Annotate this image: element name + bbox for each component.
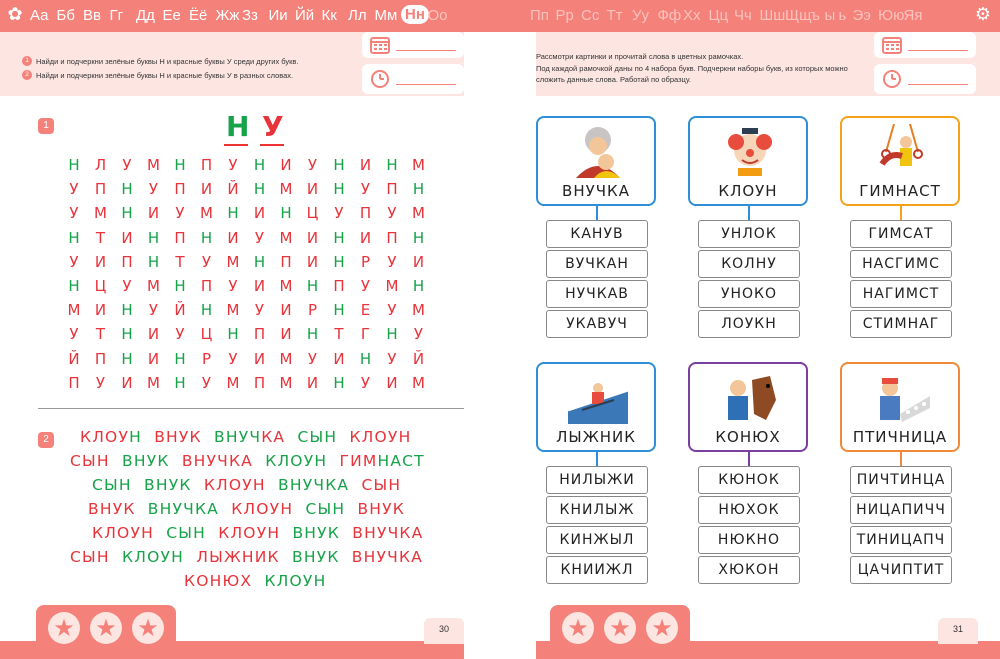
grid-letter[interactable]: Н [121,301,133,320]
word-line [70,548,423,566]
grid-letter[interactable]: И [200,180,213,199]
grid-letter[interactable]: М [279,373,293,392]
big-letter-underline [260,144,284,146]
word-segment[interactable]: ВНУЧКА [340,524,424,542]
grid-letter[interactable]: Н [306,277,319,295]
grid-letter[interactable]: П [386,228,398,247]
grid-letter[interactable]: У [69,204,79,223]
grid-letter[interactable]: У [387,349,397,368]
grid-letter[interactable]: И [280,325,292,344]
grid-letter[interactable]: Р [360,252,371,271]
grid-letter[interactable]: Й [68,349,80,368]
picture-card [536,116,656,206]
grid-letter[interactable]: У [148,180,159,199]
grid-letter[interactable]: И [333,349,345,368]
grid-letter[interactable]: Н [227,325,239,344]
grid-letter[interactable]: Н [121,180,133,199]
grid-letter[interactable]: Н [121,349,133,368]
time-box[interactable] [874,64,976,94]
grid-letter[interactable]: Ц [94,277,107,295]
grid-letter[interactable]: М [385,277,399,295]
star-icon[interactable]: ★ [604,612,636,644]
grid-letter[interactable]: У [69,252,79,271]
grid-letter[interactable]: Ц [200,325,213,344]
word-line [92,524,423,542]
poultry-worker-icon [872,370,932,424]
alphabet-letter[interactable]: Пп [530,7,549,24]
alphabet-letter[interactable]: Хх [683,7,701,24]
letter-set-option[interactable]: НАСГИМС [850,250,952,278]
alphabet-letter[interactable]: Ии [268,7,288,24]
grid-letter[interactable]: И [147,325,160,344]
grid-letter[interactable]: П [253,325,266,344]
page-number: 31 [938,618,978,644]
alphabet-letter[interactable]: Ёё [189,7,208,24]
word-segment[interactable]: СЫН [349,476,402,494]
alphabet-letter[interactable]: ъ [810,7,820,24]
grid-letter[interactable]: Т [95,228,106,247]
grid-letter[interactable]: Т [334,325,344,344]
alphabet-letter[interactable]: Фф [657,7,682,24]
grid-letter[interactable]: М [412,156,425,174]
alphabet-letter[interactable]: Цц [708,7,729,24]
picture-card [688,116,808,206]
word-segment[interactable]: ВНУК [88,500,136,518]
grid-letter[interactable]: М [412,301,425,320]
word-line [80,428,411,446]
alphabet-letter[interactable]: Лл [348,7,367,24]
letter-set-option[interactable]: НИЦАПИЧЧ [850,496,952,524]
star-icon[interactable]: ★ [646,612,678,644]
letter-set-option[interactable]: НИЛЫЖИ [546,466,648,494]
card-word: ВНУЧКА [562,182,630,200]
gear-icon[interactable]: ✿ [7,4,23,25]
letter-set-option[interactable]: КАНУВ [546,220,648,248]
grid-letter[interactable]: П [386,180,398,199]
alphabet-letter[interactable]: Оо [427,7,448,24]
grid-letter[interactable]: Ц [306,204,319,223]
word-segment[interactable]: КЛОУН [109,548,184,566]
alphabet-bar [0,0,1000,32]
instruction-band-right [536,32,1000,96]
letter-set-option[interactable]: КНИЛЫЖ [546,496,648,524]
instruction-text: Под каждой рамочкой даны по 4 набора букв. Подчеркни наборы букв, из которых можно [536,64,848,73]
word-segment[interactable]: КОНЮХ [184,572,253,590]
grid-letter[interactable]: П [68,373,80,392]
alphabet-letter[interactable]: Аа [30,7,49,24]
page-number: 30 [424,618,464,644]
date-box[interactable] [362,32,464,58]
grid-letter[interactable]: П [333,277,345,295]
grid-letter[interactable]: И [306,373,319,392]
grid-letter[interactable]: Н [333,301,345,320]
grid-letter[interactable]: Н [68,228,80,247]
letter-set-option[interactable]: КНИИЖЛ [546,556,648,584]
grid-letter[interactable]: П [359,204,372,223]
card-word: КЛОУН [718,182,778,200]
big-letter-underline [224,144,248,146]
alphabet-letter[interactable]: Шш [759,7,786,24]
word-segment[interactable]: СЫН [92,476,132,494]
grid-letter[interactable]: М [279,349,293,368]
word-segment[interactable]: СЫН [153,524,206,542]
word-segment[interactable]: ВНУК [141,428,202,446]
grid-letter[interactable]: М [279,277,293,295]
grid-letter[interactable]: И [412,252,425,271]
clown-icon [720,124,780,178]
instruction-number: 1 [22,56,32,66]
grid-letter[interactable]: М [94,204,107,223]
calendar-icon [882,36,902,54]
letter-set-option[interactable]: НЮХОК [698,496,800,524]
word-segment[interactable]: НАСТ [377,452,425,470]
grid-letter[interactable]: П [174,228,186,247]
grid-letter[interactable]: Н [306,325,319,344]
word-line [88,500,405,518]
word-segment[interactable]: ВНУЧКА [169,452,253,470]
groom-horse-icon [720,370,780,424]
grid-letter[interactable]: Й [174,301,186,320]
letter-set-option[interactable]: КОЛНУ [698,250,800,278]
alphabet-letter[interactable]: ы [824,7,836,24]
grid-letter[interactable]: Р [307,301,318,320]
grid-letter[interactable]: Н [174,277,186,295]
picture-card [840,116,960,206]
alphabet-letter[interactable]: Бб [56,7,75,24]
clock-icon [882,69,902,89]
grid-letter[interactable]: Н [68,277,80,295]
grid-letter[interactable]: Н [333,156,345,174]
instruction-text: сложить данные слова. Работай по образцу. [536,75,691,84]
word-segment[interactable]: СЫН [70,452,110,470]
letter-set-option[interactable]: КЮНОК [698,466,800,494]
grid-letter[interactable]: М [67,301,81,320]
date-box[interactable] [874,32,976,58]
grid-letter[interactable]: Н [333,228,345,247]
grid-letter[interactable]: Т [95,325,106,344]
grid-letter[interactable]: Н [147,228,160,247]
instruction-text: Найди и подчеркни зелёные буквы Н и красные буквы У среди других букв. [36,57,299,66]
grid-letter[interactable]: И [359,156,372,174]
grid-letter[interactable]: Н [412,277,425,295]
gymnast-icon [872,124,932,178]
word-segment[interactable]: КЛОУН [191,476,266,494]
word-line [92,476,401,494]
grid-letter[interactable]: У [122,277,132,295]
letter-set-option[interactable]: НЮКНО [698,526,800,554]
grid-letter[interactable]: М [226,252,240,271]
alphabet-letter[interactable]: Рр [555,7,574,24]
grid-letter[interactable]: Н [386,156,398,174]
instruction-number: 2 [22,70,32,80]
grid-letter[interactable]: Н [174,349,186,368]
grid-letter[interactable]: М [147,156,160,174]
alphabet-letter[interactable]: Чч [734,7,752,24]
grid-letter[interactable]: Н [121,325,133,344]
grid-letter[interactable]: Н [333,373,345,392]
grid-letter[interactable]: Е [360,301,371,320]
alphabet-letter[interactable]: Жж [215,7,240,24]
instruction-text: Найди и подчеркни зелёные буквы Н и красные буквы У в разных словах. [36,71,294,80]
grid-letter[interactable]: У [228,156,238,174]
letter-set-option[interactable]: ЦАЧИПТИТ [850,556,952,584]
card-connector [900,206,902,220]
grid-letter[interactable]: У [95,373,106,392]
grid-letter[interactable]: П [174,180,186,199]
grid-letter[interactable]: И [227,228,239,247]
alphabet-letter[interactable]: Юю [878,7,905,24]
grid-letter[interactable]: У [148,301,159,320]
time-box[interactable] [362,64,464,94]
letter-set-option[interactable]: ВУЧКАН [546,250,648,278]
star-icon[interactable]: ★ [48,612,80,644]
word-segment[interactable]: ВНУЧ [201,428,262,446]
grid-letter[interactable]: П [121,252,133,271]
word-line [184,572,326,590]
grid-letter[interactable]: И [94,301,107,320]
word-segment[interactable]: ВНУЧКА [135,500,219,518]
word-segment[interactable]: ВНУЧКА [265,476,350,494]
picture-card [536,362,656,452]
grid-letter[interactable]: М [412,373,425,392]
alphabet-letter[interactable]: Мм [374,7,398,24]
grid-letter[interactable]: М [226,373,240,392]
star-icon[interactable]: ★ [132,612,164,644]
letter-set-option[interactable]: УНОКО [698,280,800,308]
letter-set-option[interactable]: НАГИМСТ [850,280,952,308]
grid-letter[interactable]: Н [200,228,213,247]
alphabet-letter[interactable]: Ээ [852,7,871,24]
grid-letter[interactable]: Р [201,349,212,368]
grid-letter[interactable]: И [253,277,266,295]
word-segment[interactable]: ВНУК [345,500,405,518]
grid-letter[interactable]: Н [412,180,425,199]
grid-letter[interactable]: П [94,349,107,368]
grid-letter[interactable]: У [307,156,318,174]
word-segment[interactable]: ГИМ [327,452,378,470]
word-segment[interactable]: ЛЫЖНИК [183,548,280,566]
instruction-band-left [0,32,464,96]
card-word: КОНЮХ [715,428,781,446]
alphabet-letter[interactable]: Ее [162,7,181,24]
grid-letter[interactable]: И [147,349,160,368]
exercise-2-number: 2 [38,432,54,448]
grid-letter[interactable]: Н [280,204,292,223]
letter-set-option[interactable]: УНЛОК [698,220,800,248]
word-segment[interactable]: КЛОУН [92,524,154,542]
letter-set-option[interactable]: НУЧКАВ [546,280,648,308]
grid-letter[interactable]: М [147,373,160,392]
grid-letter[interactable]: У [69,180,79,199]
grid-letter[interactable]: У [387,301,397,320]
grid-letter[interactable]: И [306,252,319,271]
grid-letter[interactable]: П [280,252,292,271]
word-segment[interactable]: СЫН [285,428,338,446]
grid-letter[interactable]: И [253,204,266,223]
star-icon[interactable]: ★ [562,612,594,644]
grid-letter[interactable]: И [280,301,292,320]
clock-icon [370,69,390,89]
card-connector [748,206,750,220]
word-segment[interactable]: ВНУК [279,548,340,566]
word-segment[interactable]: ВНУЧКА [339,548,423,566]
card-word: ГИМНАСТ [859,182,941,200]
alphabet-letter[interactable]: Гг [109,7,124,24]
grid-letter[interactable]: М [412,204,425,223]
grid-letter[interactable]: И [306,180,319,199]
section-divider [38,408,464,409]
picture-card [688,362,808,452]
grid-letter[interactable]: И [121,373,133,392]
grid-letter[interactable]: П [94,180,107,199]
letter-set-option[interactable]: ГИМСАТ [850,220,952,248]
grid-letter[interactable]: Н [227,204,239,223]
grid-letter[interactable]: У [387,252,397,271]
grid-letter[interactable]: Г [360,325,371,344]
alphabet-letter[interactable]: Йй [295,7,315,24]
grid-letter[interactable]: У [334,204,344,223]
grid-letter[interactable]: У [69,325,79,344]
letter-set-option[interactable]: ПИЧТИНЦА [850,466,952,494]
alphabet-letter[interactable]: Вв [83,7,101,24]
word-line [70,452,425,470]
grid-letter[interactable]: У [228,277,238,295]
word-segment[interactable]: КЛОУН [252,452,328,470]
grid-letter[interactable]: У [360,277,371,295]
letter-set-option[interactable]: ХЮКОН [698,556,800,584]
grid-letter[interactable]: У [360,180,371,199]
grid-letter[interactable]: И [280,156,292,174]
word-segment[interactable]: КЛОУН [205,524,281,542]
grid-letter[interactable]: Н [412,228,425,247]
grid-letter[interactable]: Н [147,252,160,271]
grid-letter[interactable]: У [201,373,212,392]
grid-letter[interactable]: Н [174,373,186,392]
grid-letter[interactable]: Й [227,180,239,199]
grid-letter[interactable]: Н [253,252,266,271]
grid-letter[interactable]: У [201,252,212,271]
grid-letter[interactable]: И [386,373,398,392]
word-segment[interactable]: ВНУК [131,476,192,494]
grid-letter[interactable]: П [253,373,266,392]
word-segment[interactable]: КА [261,428,286,446]
card-word: ПТИЧНИЦА [852,428,948,446]
grid-letter[interactable]: И [253,349,266,368]
skier-icon [568,370,628,424]
alphabet-letter[interactable]: Яя [903,7,923,24]
letter-set-option[interactable]: ЛОУКН [698,310,800,338]
grid-letter[interactable]: П [200,156,213,174]
star-icon[interactable]: ★ [90,612,122,644]
gear-icon[interactable]: ⚙ [974,4,992,25]
word-segment[interactable]: КЛОУН [218,500,294,518]
granny-girl-icon [568,124,628,178]
instruction-text: Рассмотри картинки и прочитай слова в цветных рамочках. [536,52,744,61]
word-segment[interactable]: СЫН [70,548,110,566]
grid-letter[interactable]: М [200,204,213,223]
grid-letter[interactable]: И [147,204,160,223]
grid-letter[interactable]: Н [200,301,213,320]
grid-letter[interactable]: Й [412,349,425,368]
grid-letter[interactable]: Л [94,156,107,174]
grid-letter[interactable]: У [254,228,265,247]
card-connector [596,452,598,466]
grid-letter[interactable]: У [254,301,265,320]
word-segment[interactable]: СЫН [293,500,346,518]
grid-letter[interactable]: И [359,228,372,247]
card-connector [596,206,598,220]
big-letter-n: Н [226,110,250,143]
grid-letter[interactable]: У [387,204,397,223]
grid-letter[interactable]: Н [121,204,133,223]
letter-set-option[interactable]: СТИМНАГ [850,310,952,338]
card-connector [900,452,902,466]
grid-letter[interactable]: Н [386,325,398,344]
letter-set-option[interactable]: УКАВУЧ [546,310,648,338]
exercise-1-number: 1 [38,118,54,134]
grid-letter[interactable]: У [360,373,371,392]
grid-letter[interactable]: У [175,204,185,223]
grid-letter[interactable]: И [306,228,319,247]
alphabet-letter[interactable]: Уу [632,7,650,24]
grid-letter[interactable]: И [94,252,107,271]
letter-set-option[interactable]: КИНЖЫЛ [546,526,648,554]
grid-letter[interactable]: Н [333,180,345,199]
grid-letter[interactable]: У [413,325,424,344]
grid-letter[interactable]: Н [359,349,372,368]
calendar-icon [370,36,390,54]
grid-letter[interactable]: Н [174,156,186,174]
grid-letter[interactable]: Т [175,252,185,271]
alphabet-letter[interactable]: ь [838,7,847,24]
alphabet-letter[interactable]: Дд [136,7,155,24]
grid-letter[interactable]: Н [333,252,345,271]
word-segment[interactable]: КЛОУН [337,428,412,446]
word-segment[interactable]: КЛОУ [80,428,130,446]
alphabet-letter[interactable]: Нн [401,5,429,24]
grid-letter[interactable]: И [121,228,133,247]
grid-letter[interactable]: Н [68,156,80,174]
card-connector [748,452,750,466]
grid-letter[interactable]: У [307,349,318,368]
alphabet-letter[interactable]: Сс [581,7,600,24]
word-segment[interactable]: КЛОУН [252,572,327,590]
grid-letter[interactable]: М [147,277,160,295]
grid-letter[interactable]: У [175,325,185,344]
grid-letter[interactable]: П [200,277,213,295]
card-word: ЛЫЖНИК [556,428,636,446]
grid-letter[interactable]: У [228,349,238,368]
letter-set-option[interactable]: ТИНИЦАПЧ [850,526,952,554]
picture-card [840,362,960,452]
alphabet-letter[interactable]: Кк [321,7,337,24]
big-letter-u: У [262,110,284,143]
grid-letter[interactable]: Н [253,180,266,199]
grid-letter[interactable]: Н [253,156,266,174]
alphabet-letter[interactable]: Тт [606,7,623,24]
alphabet-letter[interactable]: Зз [242,7,258,24]
grid-letter[interactable]: М [226,301,240,320]
word-segment[interactable]: ВНУК [280,524,340,542]
grid-letter[interactable]: У [122,156,132,174]
grid-letter[interactable]: М [279,180,293,199]
word-segment[interactable]: ВНУК [109,452,170,470]
grid-letter[interactable]: М [279,228,293,247]
alphabet-letter[interactable]: Щщ [785,7,812,24]
word-segment[interactable]: Н [129,428,142,446]
